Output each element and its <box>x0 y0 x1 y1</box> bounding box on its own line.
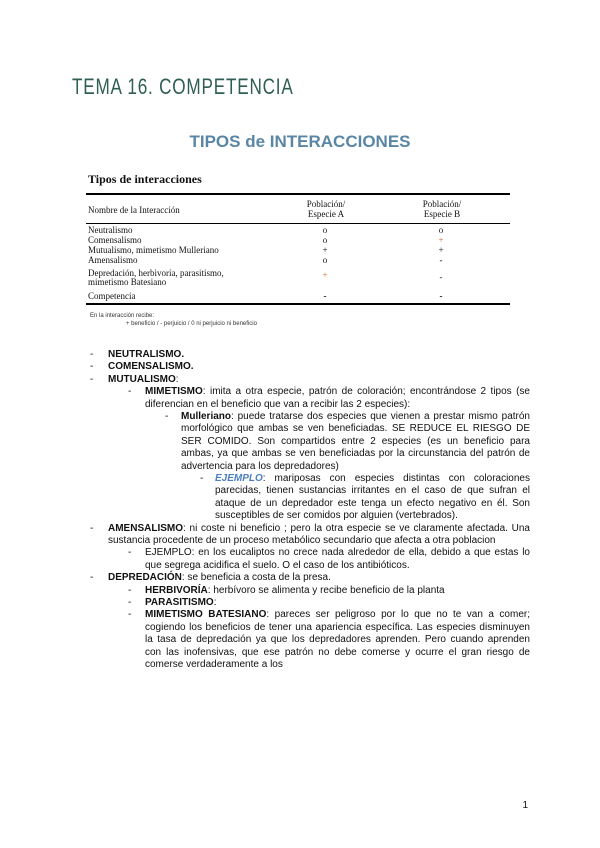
bullet-dash: - <box>128 609 132 621</box>
item-mutualismo: MUTUALISMO: <box>108 373 179 385</box>
item-mulleriano <box>181 411 530 473</box>
row-name: Comensalismo <box>88 235 142 245</box>
bullet-dash: - <box>90 349 94 360</box>
row-name: Neutralismo <box>88 225 133 235</box>
item-neutralismo: NEUTRALISMO. <box>108 349 185 360</box>
list-item <box>90 547 530 572</box>
row-value-a: o <box>322 235 328 245</box>
row-value-b: o <box>438 225 444 235</box>
mimetismo-label: MIMETISMO <box>145 386 203 398</box>
bullet-dash: - <box>165 410 169 422</box>
interactions-table <box>86 193 510 305</box>
list-item <box>90 349 530 361</box>
list-item <box>90 374 530 386</box>
herbivoria-text: : herbívoro se alimenta y recibe beneficio de la planta <box>207 584 445 596</box>
bullet-dash: - <box>90 361 94 373</box>
list-item <box>90 523 530 548</box>
list-item <box>90 609 530 671</box>
item-batesiano <box>145 609 530 671</box>
item-amensalismo <box>108 523 530 548</box>
bullet-dash: - <box>90 373 94 385</box>
list-item <box>90 361 530 373</box>
item-comensalismo: COMENSALISMO. <box>108 361 194 373</box>
list-item <box>90 597 530 609</box>
bullet-dash: - <box>128 547 132 559</box>
header-species-a <box>286 199 366 219</box>
legend-line-2: + beneficio / - perjuicio / 0 ni perjuicio ni beneficio <box>126 321 257 327</box>
amensalismo-text: : ni coste ni beneficio ; pero la otra especie se ve claramente afectada. Una sustancia procedente de un proceso metabólico secundario que afecta a otra poblacion <box>108 522 530 547</box>
row-value-a: - <box>323 291 327 301</box>
bullet-dash: - <box>128 584 132 596</box>
bullet-dash: - <box>90 522 94 534</box>
header-b-line1: Población/ <box>422 199 462 209</box>
page-number: 1 <box>522 800 528 811</box>
amensalismo-label: AMENSALISMO <box>108 522 183 534</box>
header-a-line1: Población/ <box>306 199 346 209</box>
batesiano-label: MIMETISMO BATESIANO <box>145 609 267 621</box>
item-parasitismo: PARASITISMO: <box>145 597 217 609</box>
header-a-line2: Especie A <box>307 209 345 219</box>
row-name <box>88 269 224 287</box>
row-value-b: + <box>438 235 444 245</box>
row-name-line1: Depredación, herbivoría, parasitismo, <box>88 268 224 278</box>
list-item <box>90 473 530 523</box>
item-ejemplo <box>215 473 530 523</box>
section-title: TIPOS de INTERACCIONES <box>189 132 411 151</box>
list-item <box>90 411 530 473</box>
item-amensalismo-ejemplo: EJEMPLO: en los eucaliptos no crece nada alrededor de ella, debido a que estas lo que segrega acidifica el suelo. O el caso de los antibióticos. <box>145 547 530 571</box>
list-item <box>90 572 530 584</box>
item-herbivoria <box>145 585 530 597</box>
bullet-dash: - <box>128 597 132 609</box>
table-title: Tipos de interacciones <box>88 172 202 186</box>
table-legend <box>90 312 257 328</box>
mulleriano-text: : puede tratarse dos especies que vienen a prestar mismo patrón morfológico que ambas se ven beneficiadas. SE REDUCE EL RIESGO DE SER COMIDO. Son compartidos entre 2 especies (es un beneficio para ambas, ya que ambas se ven beneficiadas por la circunstancia del patrón de advertencia para los depredadores) <box>181 410 530 472</box>
bullet-dash: - <box>90 572 94 584</box>
legend-line-1: En la interacción recibe: <box>90 313 155 319</box>
row-value-a: + <box>322 270 328 280</box>
row-name-line2: mimetismo Batesiano <box>88 277 167 287</box>
table-header <box>86 199 510 223</box>
herbivoria-label: HERBIVORÍA <box>145 584 208 596</box>
row-value-a: + <box>322 245 328 255</box>
mutualismo-label: MUTUALISMO <box>108 373 176 385</box>
batesiano-text: : pareces ser peligroso por lo que no te van a comer; cogiendo los beneficios de tener una apariencia específica. Las especies disminuyen la tasa de depredación ya que los depredadores aprenden. Pero cuando aprenden con las inofensivas, que ese patrón no debe comerse y ocurre el gran riesgo de comerse verdaderamente a los <box>145 609 530 671</box>
row-name: Competencia <box>88 291 136 301</box>
header-name: Nombre de la Interacción <box>88 205 180 215</box>
document-title: TEMA 16. COMPETENCIA <box>72 74 294 99</box>
mulleriano-label: Mulleriano <box>181 410 232 422</box>
depredacion-text: : se beneficia a costa de la presa. <box>181 572 331 584</box>
depredacion-label: DEPREDACIÓN <box>108 572 182 584</box>
row-name: Amensalismo <box>88 255 138 265</box>
parasitismo-label: PARASITISMO <box>145 597 214 609</box>
table-top-rule <box>86 193 510 195</box>
row-value-a: o <box>322 255 328 265</box>
table-bottom-rule <box>86 303 510 305</box>
item-mimetismo <box>145 386 530 411</box>
row-value-a: o <box>322 225 328 235</box>
bullet-dash: - <box>128 386 132 398</box>
mimetismo-text: : imita a otra especie, patrón de coloración; encontrándose 2 tipos (se diferencian en el beneficio que van a recibir las 2 especies): <box>145 386 530 410</box>
row-value-b: - <box>439 272 443 282</box>
item-depredacion <box>108 572 530 584</box>
bullet-dash: - <box>200 473 204 485</box>
header-species-b <box>402 199 482 219</box>
row-value-b: - <box>439 291 443 301</box>
list-item <box>90 585 530 597</box>
ejemplo-text: : mariposas con especies distintas con coloraciones parecidas, tienen sustancias irritantes en el caso de que sufran el ataque de un depredador este tenga un efecto negativo en él. Son susceptibles de ser comidos por alguien (vertebrados). <box>215 473 530 522</box>
content-list <box>90 349 530 672</box>
header-b-line2: Especie B <box>423 209 461 219</box>
table-header-rule <box>86 223 510 224</box>
list-item <box>90 386 530 411</box>
row-value-b: + <box>438 245 444 255</box>
ejemplo-label: EJEMPLO <box>215 473 263 485</box>
row-value-b: - <box>439 255 443 265</box>
row-name: Mutualismo, mimetismo Mulleriano <box>88 245 219 255</box>
